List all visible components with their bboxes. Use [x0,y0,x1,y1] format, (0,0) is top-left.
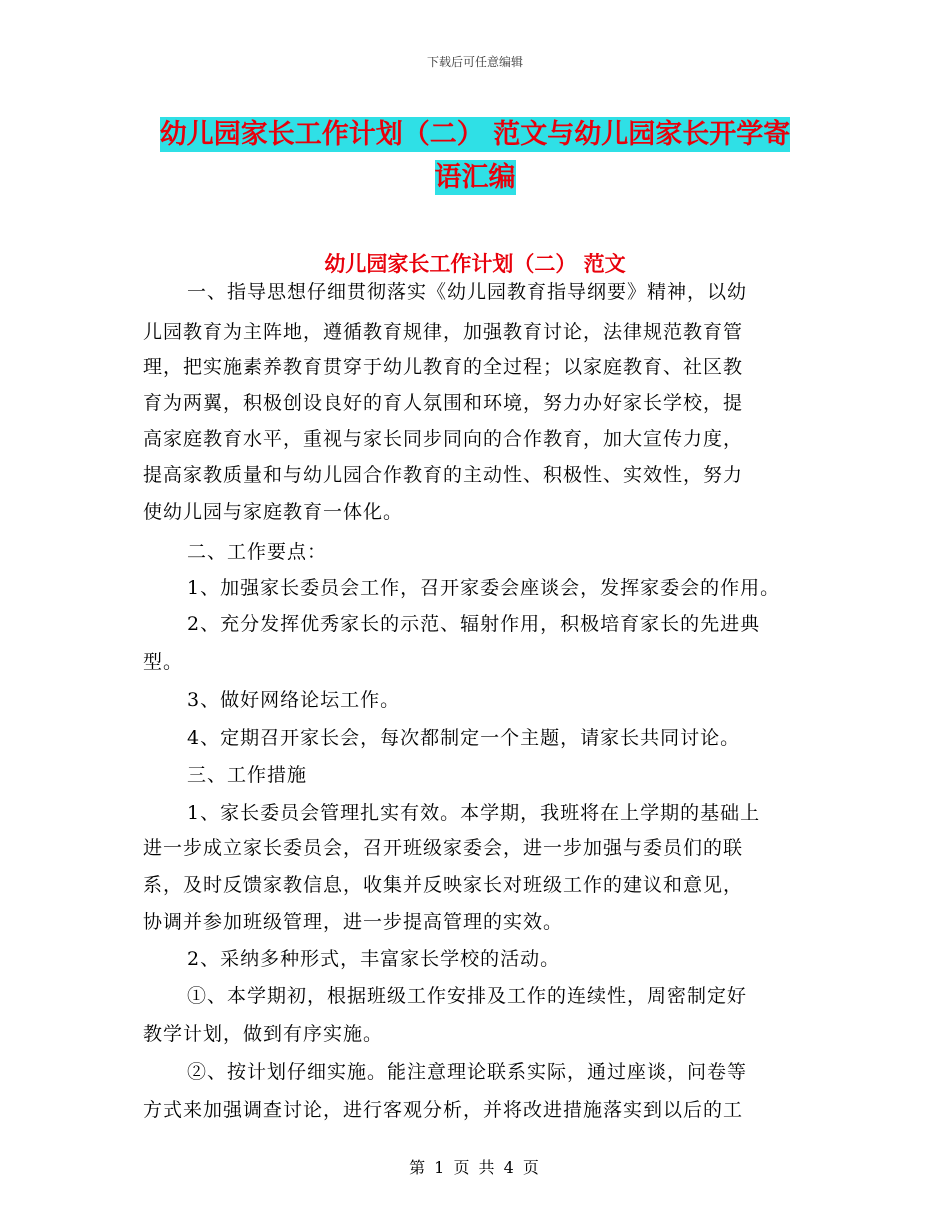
body-line: 提高家教质量和与幼儿园合作教育的主动性、积极性、实效性，努力 [143,464,744,486]
document-title-line-2 [0,155,950,194]
document-title-text-1: 幼儿园家长工作计划（二） 范文与幼儿园家长开学寄 [159,119,791,150]
body-line: 高家庭教育水平，重视与家长同步同向的合作教育，加大宣传力度， [143,428,744,450]
body-line: 教学计划，做到有序实施。 [143,1023,384,1045]
page-header-note: 下载后可任意编辑 [426,55,523,69]
body-line: 2、充分发挥优秀家长的示范、辐射作用，积极培育家长的先进典 [187,613,761,635]
body-line: 儿园教育为主阵地，遵循教育规律，加强教育讨论，法律规范教育管 [143,321,744,343]
body-line: 3、做好网络论坛工作。 [187,689,401,711]
body-line: ①、本学期初，根据班级工作安排及工作的连续性，周密制定好 [187,985,748,1007]
document-title-line-1 [0,112,950,151]
body-line: 育为两翼，积极创设良好的育人氛围和环境，努力办好家长学校，提 [143,392,744,414]
document-title-text-2: 语汇编 [434,162,516,193]
section-title: 幼儿园家长工作计划（二） 范文 [324,252,626,276]
body-line: 进一步成立家长委员会，召开班级家委会，进一步加强与委员们的联 [143,837,744,859]
page-number-footer: 第 1 页 共 4 页 [409,1158,541,1177]
body-line: 系，及时反馈家教信息，收集并反映家长对班级工作的建议和意见， [143,874,744,896]
body-line: 三、工作措施 [187,764,308,786]
body-line: 二、工作要点： [187,541,328,563]
body-line: 4、定期召开家长会，每次都制定一个主题，请家长共同讨论。 [187,727,741,749]
body-line: 使幼儿园与家庭教育一体化。 [143,501,404,523]
body-line: 2、采纳多种形式，丰富家长学校的活动。 [187,948,561,970]
body-line: 一、指导思想仔细贯彻落实《幼儿园教育指导纲要》精神，以幼 [187,281,748,303]
body-line: 方式来加强调查讨论，进行客观分析，并将改进措施落实到以后的工 [143,1099,744,1121]
body-line: 型。 [143,651,184,673]
body-line: 理，把实施素养教育贯穿于幼儿教育的全过程；以家庭教育、社区教 [143,356,744,378]
body-line: 1、加强家长委员会工作，召开家委会座谈会，发挥家委会的作用。 [187,577,781,599]
body-line: 协调并参加班级管理，进一步提高管理的实效。 [143,911,564,933]
body-line: 1、家长委员会管理扎实有效。本学期，我班将在上学期的基础上 [187,802,761,824]
body-line: ②、按计划仔细实施。能注意理论联系实际，通过座谈，问卷等 [187,1061,748,1083]
